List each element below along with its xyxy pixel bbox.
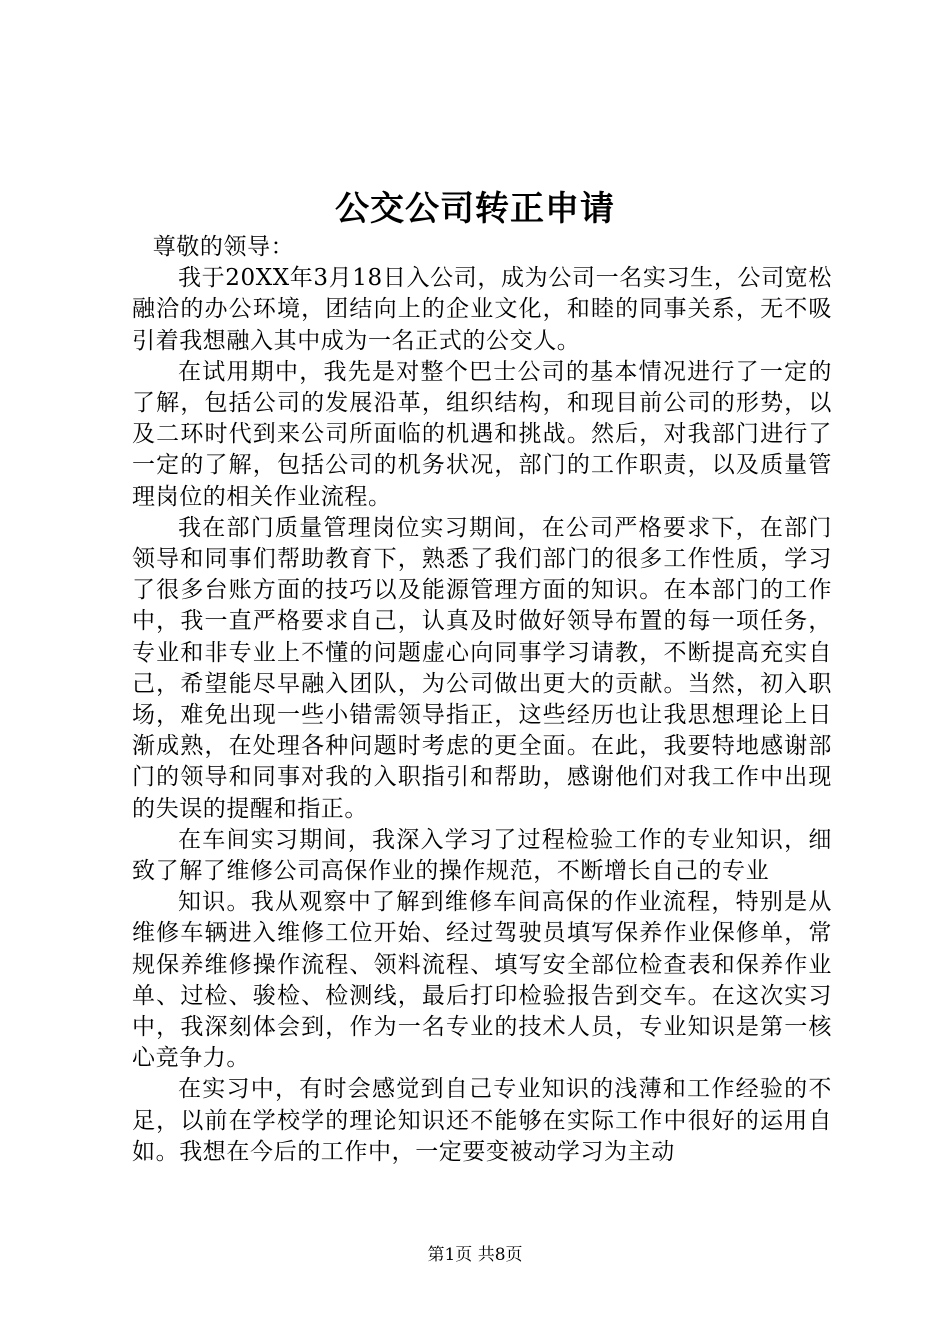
paragraph-6: 在实习中，有时会感觉到自己专业知识的浅薄和工作经验的不足，以前在学校学的理论知识还不能够在实际工作中很好的运用自如。我想在今后的工作中，一定要变被动学习为主动 bbox=[132, 1076, 832, 1165]
document-body bbox=[132, 232, 832, 1168]
paragraph-4: 在车间实习期间，我深入学习了过程检验工作的专业知识，细致了解了维修公司高保作业的操作规范，不断增长自己的专业 bbox=[132, 826, 832, 885]
paragraph-1: 我于20XX年3月18日入公司，成为公司一名实习生，公司宽松融洽的办公环境，团结向上的企业文化，和睦的同事关系，无不吸引着我想融入其中成为一名正式的公交人。 bbox=[132, 265, 832, 354]
salutation: 尊敬的领导： bbox=[152, 234, 295, 260]
document-title: 公交公司转正申请 bbox=[335, 189, 615, 229]
paragraph-3: 我在部门质量管理岗位实习期间，在公司严格要求下，在部门领导和同事们帮助教育下，熟悉了我们部门的很多工作性质，学习了很多台账方面的技巧以及能源管理方面的知识。在本部门的工作中，我一直严格要求自己，认真及时做好领导布置的每一项任务，专业和非专业上不懂的问题虚心向同事学习请教，不断提高充实自己，希望能尽早融入团队，为公司做出更大的贡献。当然，初入职场，难免出现一些小错需领导指正，这些经历也让我思想理论上日渐成熟，在处理各种问题时考虑的更全面。在此，我要特地感谢部门的领导和同事对我的入职指引和帮助，感谢他们对我工作中出现的失误的提醒和指正。 bbox=[132, 514, 832, 822]
page-footer: 第1页 共8页 bbox=[427, 1245, 523, 1265]
paragraph-5: 知识。我从观察中了解到维修车间高保的作业流程，特别是从维修车辆进入维修工位开始、经过驾驶员填写保养作业保修单，常规保养维修操作流程、领料流程、填写安全部位检查表和保养作业单、过检、骏检、检测线，最后打印检验报告到交车。在这次实习中，我深刻体会到，作为一名专业的技术人员，专业知识是第一核心竞争力。 bbox=[132, 889, 832, 1072]
paragraph-2: 在试用期中，我先是对整个巴士公司的基本情况进行了一定的了解，包括公司的发展沿革，组织结构，和现目前公司的形势，以及二环时代到来公司所面临的机遇和挑战。然后，对我部门进行了一定的了解，包括公司的机务状况，部门的工作职责，以及质量管理岗位的相关作业流程。 bbox=[132, 358, 832, 510]
